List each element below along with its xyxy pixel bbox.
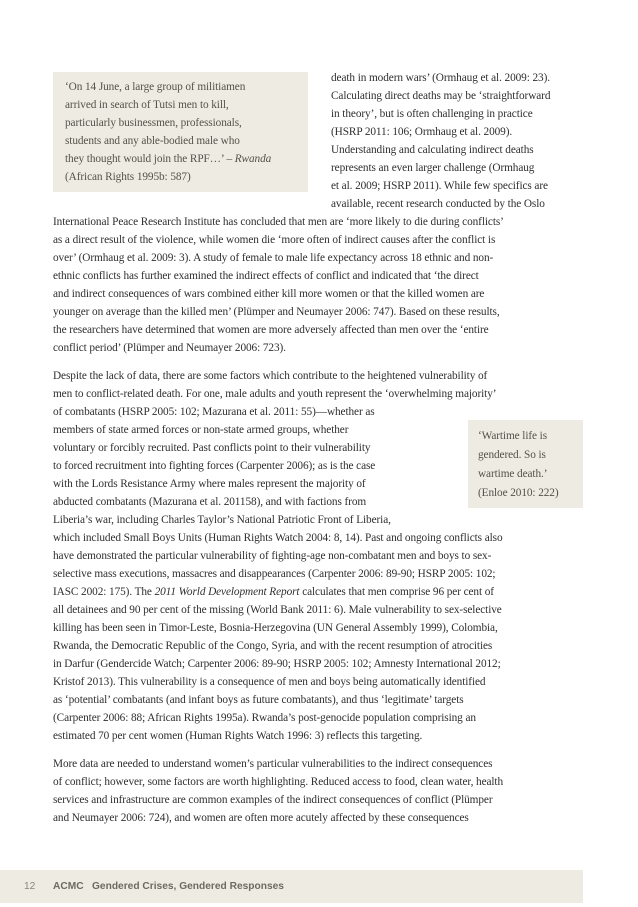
para2-line: members of state armed forces or non-state armed groups, whether xyxy=(53,424,349,436)
para1-line: Understanding and calculating indirect deaths xyxy=(331,144,534,156)
pull-quote-1-line: students and any able-bodied male who xyxy=(65,135,240,147)
pull-quote-2-citation: (Enloe 2010: 222) xyxy=(478,487,559,499)
para1-line: et al. 2009; HSRP 2011). While few specifics are xyxy=(331,180,548,192)
pull-quote-2-line: ‘Wartime life is xyxy=(478,430,548,442)
para1-line: (HSRP 2011: 106; Ormhaug et al. 2009). xyxy=(331,126,513,138)
para2-line: voluntary or forcibly recruited. Past conflicts point to their vulnerability xyxy=(53,442,371,454)
para2-line: all detainees and 90 per cent of the missing (World Bank 2011: 6). Male vulnerability to sex-selective xyxy=(53,604,502,616)
para1-line: available, recent research conducted by the Oslo xyxy=(331,198,545,210)
para2-text: calculates that men comprise 96 per cent of xyxy=(302,586,494,598)
pull-quote-1-line: particularly businessmen, professionals, xyxy=(65,117,242,129)
para1-line: death in modern wars’ (Ormhaug et al. 2009: 23). xyxy=(331,72,550,84)
para1-line: younger on average than the killed men’ (Plümper and Neumayer 2006: 747). Based on these results, xyxy=(53,306,500,318)
footer-org: ACMC xyxy=(53,881,84,892)
para2-line: to forced recruitment into fighting forces (Carpenter 2006); as is the case xyxy=(53,460,376,472)
pull-quote-1-citation: (African Rights 1995b: 587) xyxy=(65,171,191,183)
para3-line: of conflict; however, some factors are worth highlighting. Reduced access to food, clean water, health xyxy=(53,776,504,788)
para3-line: and Neumayer 2006: 724), and women are often more acutely affected by these consequences xyxy=(53,812,469,824)
pull-quote-1-line: arrived in search of Tutsi men to kill, xyxy=(65,99,229,111)
para2-line: Liberia’s war, including Charles Taylor’s National Patriotic Front of Liberia, xyxy=(53,514,391,526)
pull-quote-1-place: Rwanda xyxy=(234,153,272,165)
pull-quote-1-line xyxy=(65,153,271,165)
para2-line xyxy=(53,586,494,598)
pull-quote-1-text: they thought would join the RPF…’ – xyxy=(65,153,233,165)
para2-line: in Darfur (Gendercide Watch; Carpenter 2006: 89-90; HSRP 2005: 102; Amnesty International 2012; xyxy=(53,658,501,670)
para2-line: Rwanda, the Democratic Republic of the Congo, Syria, and with the recent resumption of atrocities xyxy=(53,640,493,652)
para2-line: Kristof 2013). This vulnerability is a consequence of men and boys being automatically identified xyxy=(53,676,486,688)
para1-line: in theory’, but is often challenging in practice xyxy=(331,108,533,120)
para2-line: estimated 70 per cent women (Human Rights Watch 1996: 3) reflects this targeting. xyxy=(53,730,423,742)
para1-line: over’ (Ormhaug et al. 2009: 3). A study of female to male life expectancy across 18 ethnic and non- xyxy=(53,252,494,264)
footer-title: Gendered Crises, Gendered Responses xyxy=(92,881,284,892)
para1-line: ethnic conflicts has further examined the indirect effects of conflict and indicated that ‘the direct xyxy=(53,270,479,282)
para2-line: with the Lords Resistance Army where males represent the majority of xyxy=(53,478,366,490)
para2-line: have demonstrated the particular vulnerability of fighting-age non-combatant men and boys to sex- xyxy=(53,550,492,562)
para2-line: men to conflict-related death. For one, male adults and youth represent the ‘overwhelming majority’ xyxy=(53,388,497,400)
para2-line: abducted combatants (Mazurana et al. 201158), and with factions from xyxy=(53,496,367,508)
para3-line: More data are needed to understand women’s particular vulnerabilities to the indirect consequences xyxy=(53,758,493,770)
para1-line: represents an even larger challenge (Ormhaug xyxy=(331,162,535,174)
para2-line: which included Small Boys Units (Human Rights Watch 2004: 8, 14). Past and ongoing conflicts also xyxy=(53,532,503,544)
para1-line: Calculating direct deaths may be ‘straightforward xyxy=(331,90,551,102)
pull-quote-2-line: gendered. So is xyxy=(478,449,546,461)
pull-quote-2-line: wartime death.’ xyxy=(478,468,548,480)
para2-line: Despite the lack of data, there are some factors which contribute to the heightened vulnerability of xyxy=(53,370,488,382)
para2-line: of combatants (HSRP 2005: 102; Mazurana et al. 2011: 55)—whether as xyxy=(53,406,375,418)
para2-line: as ‘potential’ combatants (and infant boys as future combatants), and thus ‘legitimate’ targets xyxy=(53,694,464,706)
para2-line: killing has been seen in Timor-Leste, Bosnia-Herzegovina (UN General Assembly 1999), Colombia, xyxy=(53,622,498,634)
footer-bar xyxy=(0,870,583,903)
para1-line: and indirect consequences of wars combined either kill more women or that the killed women are xyxy=(53,288,485,300)
para2-line: selective mass executions, massacres and disappearances (Carpenter 2006: 89-90; HSRP 2005: 102; xyxy=(53,568,496,580)
para1-line: International Peace Research Institute has concluded that men are ‘more likely to die during conflicts’ xyxy=(53,216,504,228)
para3-line: services and infrastructure are common examples of the indirect consequences of conflict (Plümper xyxy=(53,794,493,806)
pull-quote-1-line: ‘On 14 June, a large group of militiamen xyxy=(65,81,246,93)
para1-line: conflict period’ (Plümper and Neumayer 2006: 723). xyxy=(53,342,286,354)
report-title: 2011 World Development Report xyxy=(154,586,300,598)
para1-line: the researchers have determined that women are more adversely affected than men over the ‘entire xyxy=(53,324,489,336)
para1-line: as a direct result of the violence, while women die ‘more often of indirect causes after the conflict is xyxy=(53,234,496,246)
para2-line: (Carpenter 2006: 88; African Rights 1995a). Rwanda’s post-genocide population comprising an xyxy=(53,712,476,724)
page-number: 12 xyxy=(24,881,36,892)
para2-text: IASC 2002: 175). The xyxy=(53,586,152,598)
